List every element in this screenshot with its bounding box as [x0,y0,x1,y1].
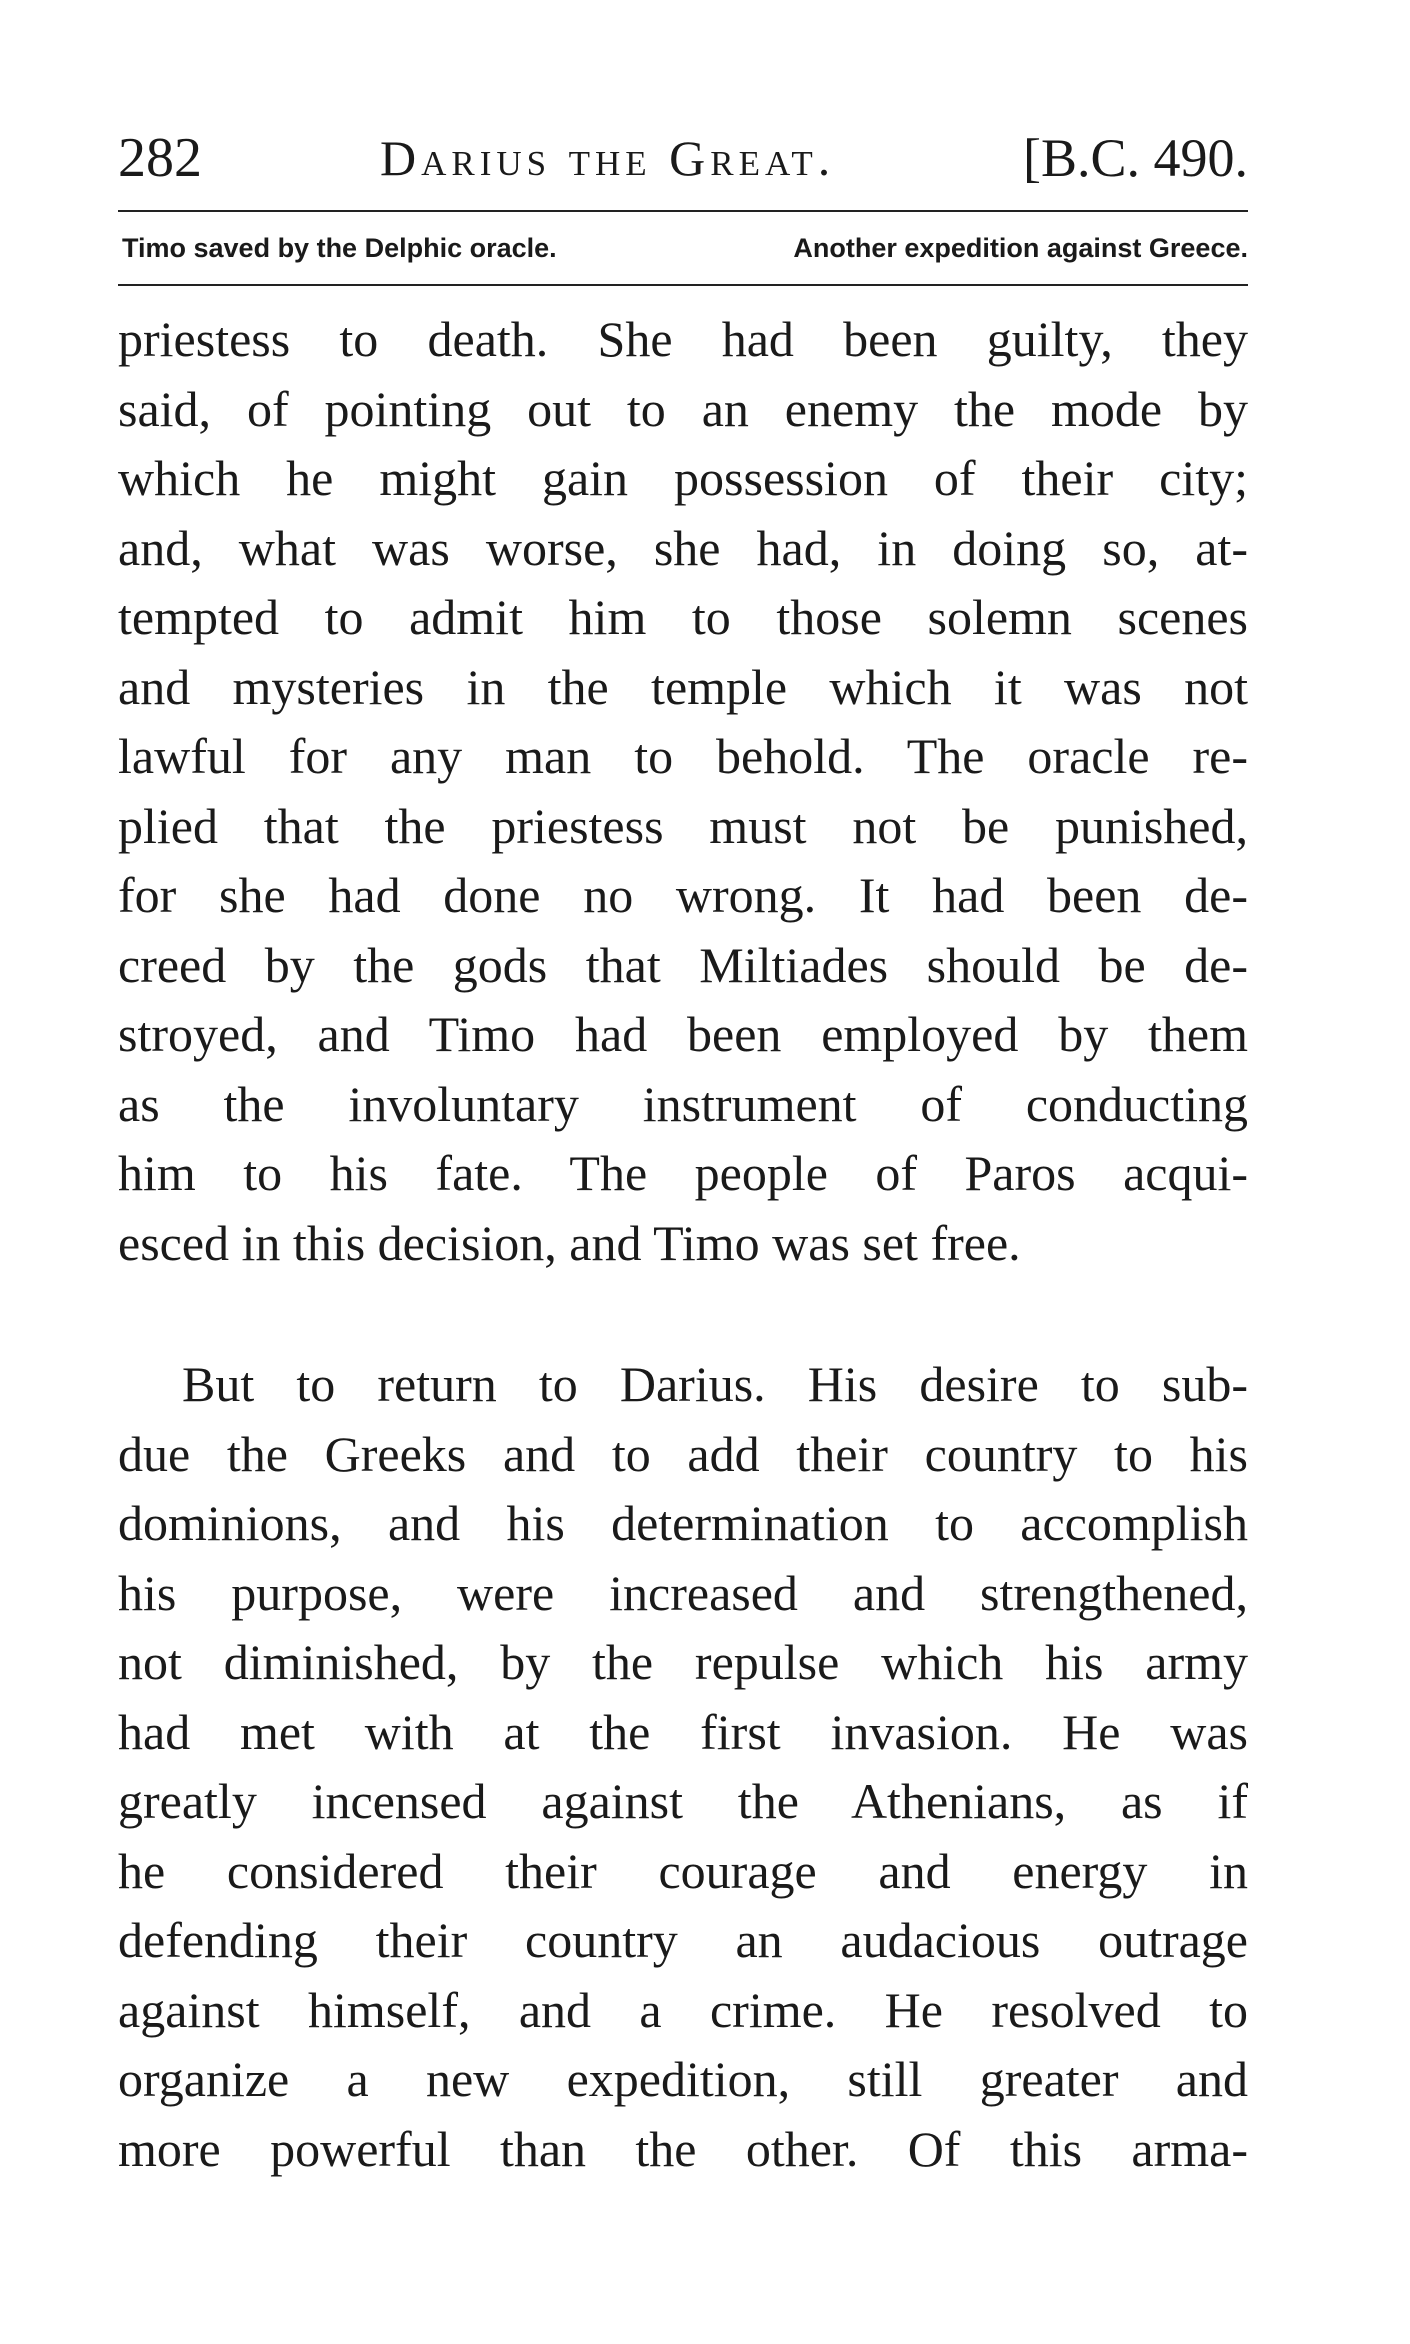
text-line: said, of pointing out to an enemy the mode by [118,380,1248,437]
text-line: stroyed, and Timo had been employed by them [118,1006,1248,1062]
book-title: Darius the Great. [380,130,836,186]
text-line: esced in this decision, and Timo was set free. [118,1214,1021,1271]
text-line: his purpose, were increased and strengthened, [118,1564,1248,1621]
text-line: and mysteries in the temple which it was not [118,658,1248,715]
paragraph-1 [118,305,1248,1278]
text-line: against himself, and a crime. He resolved to [118,1981,1248,2038]
text-line: organize a new expedition, still greater and [118,2051,1248,2107]
subhead-left: Timo saved by the Delphic oracle. [122,233,557,263]
text-line: for she had done no wrong. It had been de- [118,867,1248,923]
text-line: creed by the gods that Miltiades should be de- [118,936,1248,993]
text-line: lawful for any man to behold. The oracle re- [118,728,1248,784]
paragraph-2 [118,1350,1248,2184]
header-rule-top [118,210,1248,212]
running-head [118,118,1248,198]
year-marker: [B.C. 490. [1022,128,1248,188]
text-line: tempted to admit him to those solemn scenes [118,589,1248,645]
text-line: not diminished, by the repulse which his army [118,1634,1248,1690]
text-line: greatly incensed against the Athenians, as if [118,1773,1248,1829]
text-line: which he might gain possession of their city; [118,450,1248,506]
text-line: as the involuntary instrument of conducting [118,1075,1248,1132]
text-line: priestess to death. She had been guilty, they [118,311,1248,367]
text-line: defending their country an audacious outrage [118,1912,1248,1968]
text-line: had met with at the first invasion. He was [118,1703,1248,1760]
page-number: 282 [118,127,202,189]
subhead-right: Another expedition against Greece. [793,233,1248,263]
text-line: more powerful than the other. Of this arma- [118,2120,1248,2177]
text-line: dominions, and his determination to accomplish [118,1495,1248,1551]
text-line: and, what was worse, she had, in doing so, at- [118,519,1248,576]
chapter-subheads [118,218,1248,278]
text-line: due the Greeks and to add their country to his [118,1425,1248,1482]
header-rule-bottom [118,284,1248,286]
text-line: But to return to Darius. His desire to sub- [182,1356,1248,1412]
text-line: he considered their courage and energy in [118,1842,1248,1899]
text-line: him to his fate. The people of Paros acqui- [118,1145,1248,1201]
text-line: plied that the priestess must not be punished, [118,797,1248,854]
